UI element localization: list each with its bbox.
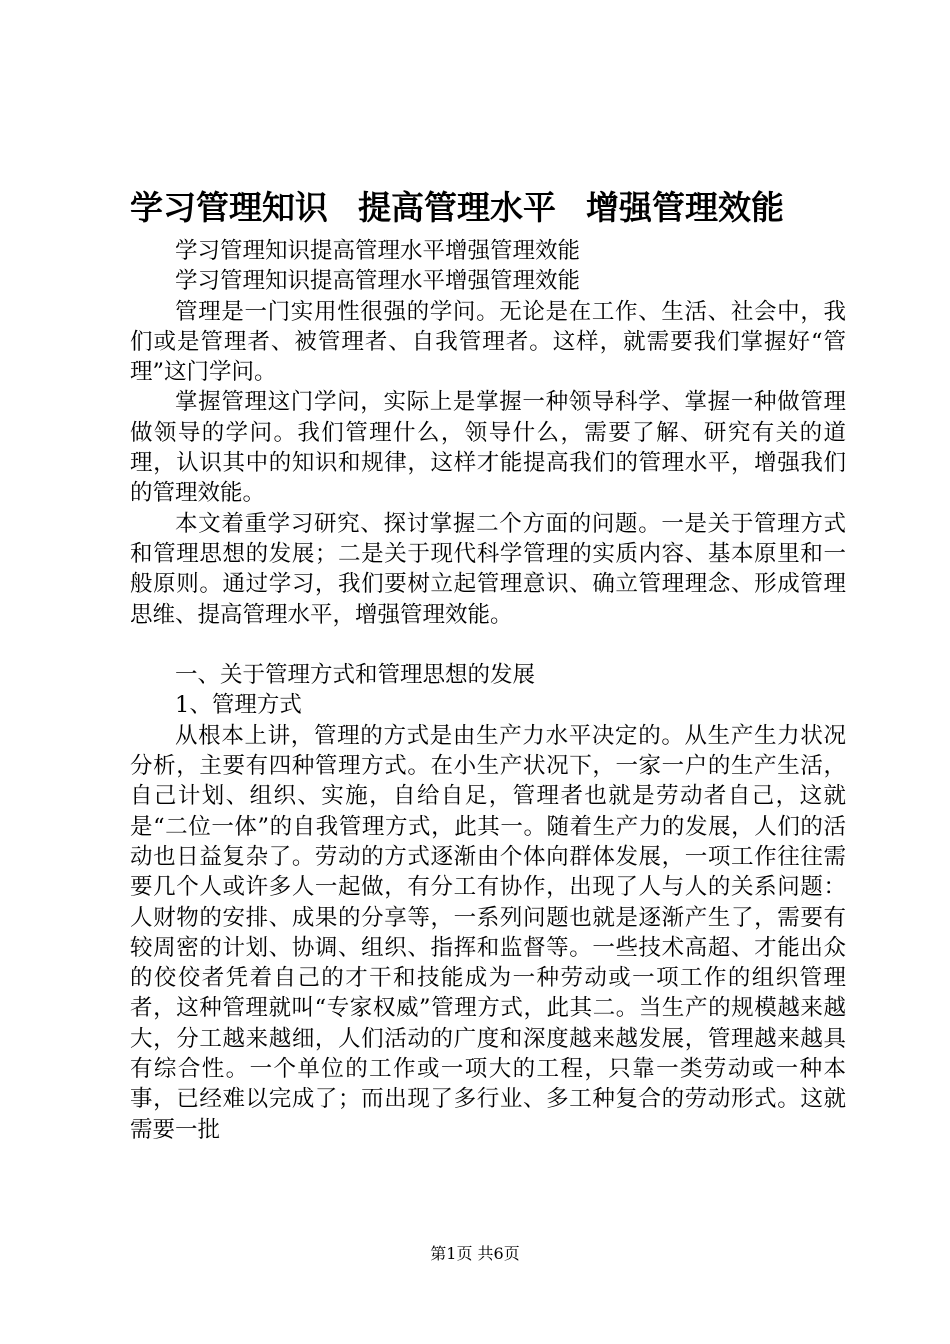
body-paragraph: 掌握管理这门学问，实际上是掌握一种领导科学、掌握一种做管理做领导的学问。我们管理什么，领导什么，需要了解、研究有关的道理，认识其中的知识和规律，这样才能提高我们的管理水平，增强我们的管理效能。 [130,389,846,507]
document-title [130,186,850,230]
section-heading: 一、关于管理方式和管理思想的发展 [175,662,536,689]
page-footer: 第1页 共6页 [430,1244,520,1263]
body-paragraph: 本文着重学习研究、探讨掌握二个方面的问题。一是关于管理方式和管理思想的发展；二是关于现代科学管理的实质内容、基本原里和一般原则。通过学习，我们要树立起管理意识、确立管理理念、形成管理思维、提高管理水平，增强管理效能。 [130,510,846,628]
subtitle-line: 学习管理知识提高管理水平增强管理效能 [175,268,581,295]
document-body [130,236,846,1145]
body-paragraph: 管理是一门实用性很强的学问。无论是在工作、生活、社会中，我们或是管理者、被管理者、自我管理者。这样，就需要我们掌握好“管理”这门学问。 [130,298,846,386]
subsection-heading: 1、管理方式 [175,692,302,719]
title-part-3: 增强管理效能 [586,188,784,227]
body-paragraph: 从根本上讲，管理的方式是由生产力水平决定的。从生产生力状况分析，主要有四种管理方式。在小生产状况下，一家一户的生产生活，自己计划、组织、实施，自给自足，管理者也就是劳动者自己，这就是“二位一体”的自我管理方式，此其一。随着生产力的发展，人们的活动也日益复杂了。劳动的方式逐渐由个体向群体发展，一项工作往往需要几个人或许多人一起做，有分工有协作，出现了人与人的关系问题：人财物的安排、成果的分享等，一系列问题也就是逐渐产生了，需要有较周密的计划、协调、组织、指挥和监督等。一些技术高超、才能出众的佼佼者凭着自己的才干和技能成为一种劳动或一项工作的组织管理者，这种管理就叫“专家权威”管理方式，此其二。当生产的规模越来越大，分工越来越细，人们活动的广度和深度越来越发展，管理越来越具有综合性。一个单位的工作或一项大的工程，只靠一类劳动或一种本事，已经难以完成了；而出现了多行业、多工种复合的劳动形式。这就需要一批 [130,722,846,1143]
blank-line [130,630,846,660]
subtitle-line: 学习管理知识提高管理水平增强管理效能 [175,238,581,264]
title-part-2: 提高管理水平 [358,188,556,227]
title-part-1: 学习管理知识 [130,188,328,227]
